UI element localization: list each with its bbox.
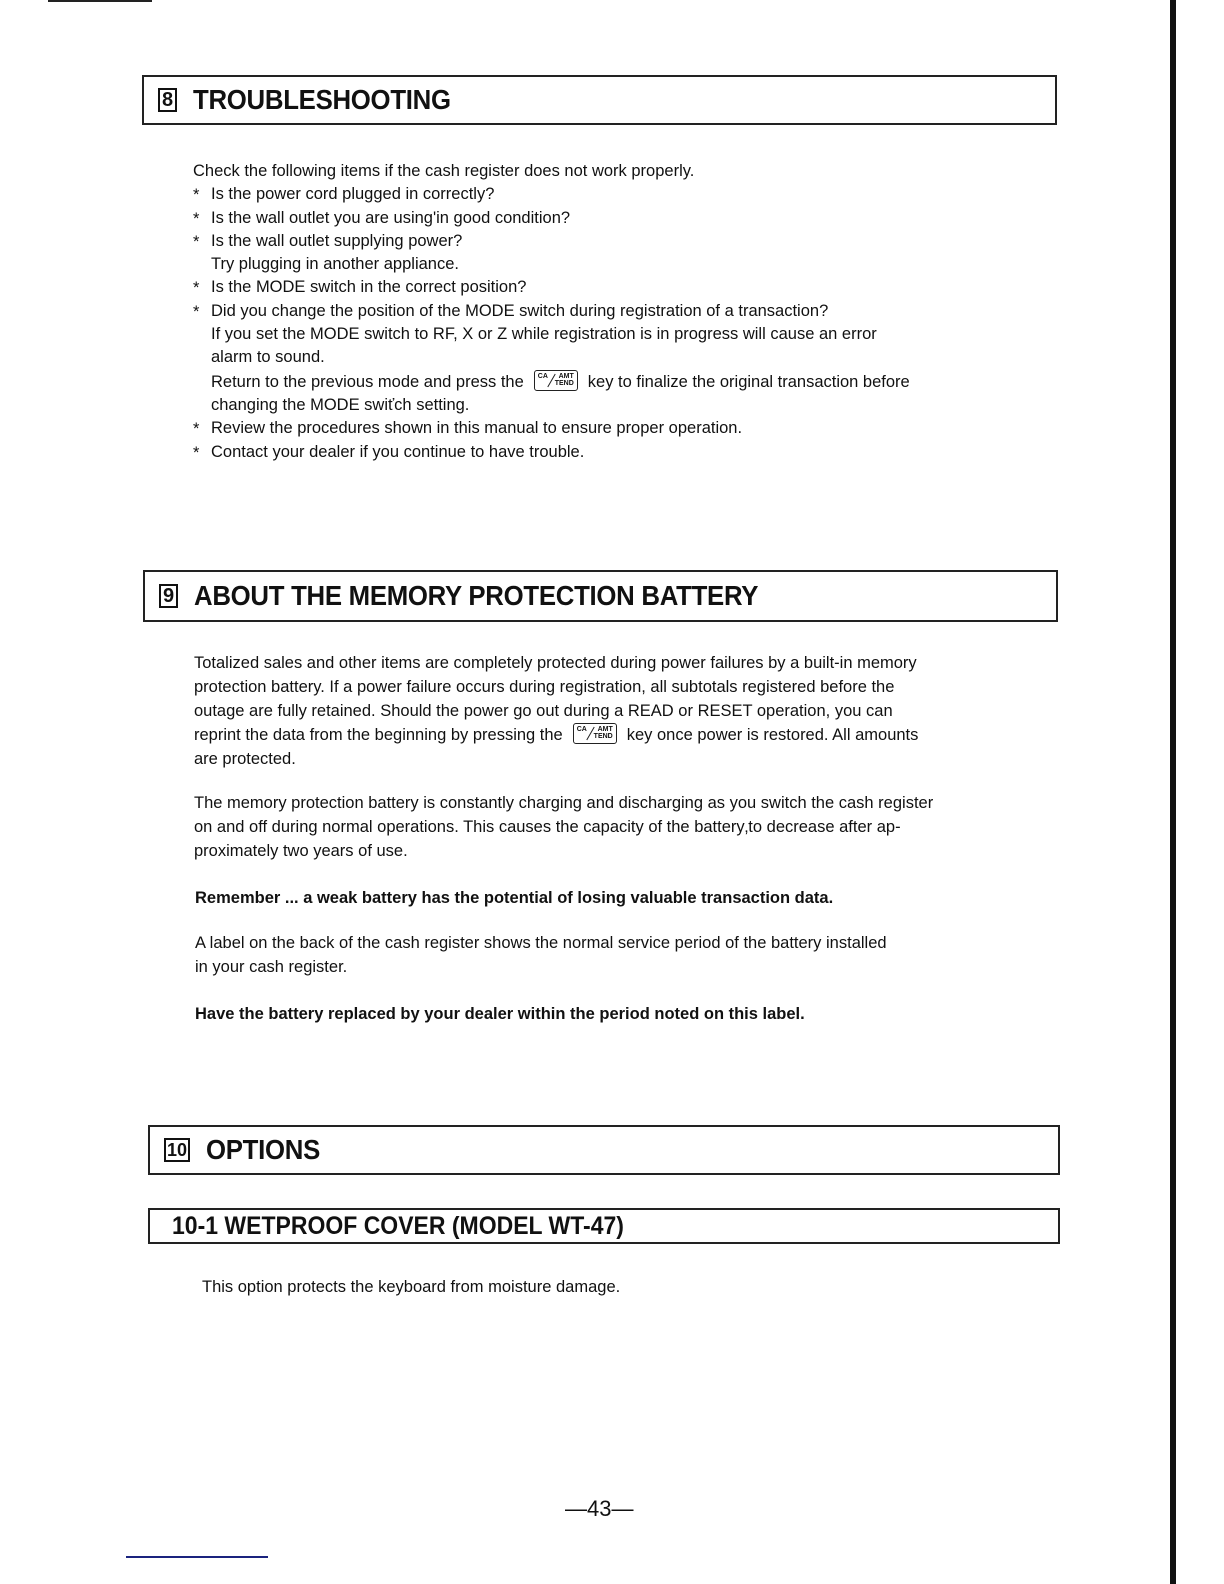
text-line: on and off during normal operations. This causes the capacity of the battery‚to decrease after ap- bbox=[194, 818, 901, 836]
ca-amt-tend-key-icon bbox=[573, 723, 617, 744]
list-item: * Is the wall outlet supplying power? bbox=[193, 230, 910, 253]
text-line bbox=[194, 723, 918, 747]
list-item-detail: alarm to sound. bbox=[211, 348, 325, 367]
list-item: * Contact your dealer if you continue to have trouble. bbox=[193, 441, 910, 464]
text-fragment: Return to the previous mode and press the bbox=[211, 372, 524, 391]
top-rule bbox=[48, 0, 152, 2]
text-line: are protected. bbox=[194, 750, 296, 768]
page-number: —43— bbox=[565, 1496, 634, 1521]
key-label: CA bbox=[537, 372, 548, 380]
text-line: The memory protection battery is constantly charging and discharging as you switch the cash register bbox=[194, 794, 934, 812]
ca-amt-tend-key-icon bbox=[534, 370, 578, 391]
list-item: * Review the procedures shown in this manual to ensure proper operation. bbox=[193, 417, 910, 440]
section-number: 9 bbox=[159, 584, 178, 608]
subsection-header-wetproof-cover bbox=[148, 1208, 1060, 1244]
section-header-memory-battery bbox=[143, 570, 1058, 622]
text-line: proximately two years of use. bbox=[194, 842, 408, 860]
list-item-detail: Try plugging in another appliance. bbox=[211, 255, 459, 274]
text-line: in your cash register. bbox=[195, 958, 348, 976]
text-line: Remember ... a weak battery has the potential of losing valuable transaction data. bbox=[195, 889, 834, 907]
section-title: ABOUT THE MEMORY PROTECTION BATTERY bbox=[194, 580, 759, 611]
list-item-detail bbox=[193, 370, 910, 394]
section-number: 10 bbox=[164, 1138, 190, 1162]
text-line: protection battery. If a power failure occurs during registration, all subtotals registered before the bbox=[194, 678, 895, 696]
battery-warning bbox=[195, 886, 833, 910]
intro-text: Check the following items if the cash register does not work properly. bbox=[193, 162, 695, 180]
section-header-options bbox=[148, 1125, 1060, 1175]
binding-edge bbox=[1170, 0, 1176, 1584]
text-line: This option protects the keyboard from moisture damage. bbox=[202, 1278, 621, 1296]
section-number: 8 bbox=[158, 88, 177, 112]
section-header-troubleshooting bbox=[142, 75, 1057, 125]
key-label: CA bbox=[576, 726, 587, 733]
footer-rule bbox=[126, 1556, 268, 1558]
key-label: AMT bbox=[558, 372, 574, 380]
section-title: TROUBLESHOOTING bbox=[193, 84, 451, 115]
key-label: AMT bbox=[597, 726, 613, 733]
text-line: Have the battery replaced by your dealer within the period noted on this label. bbox=[195, 1005, 805, 1023]
text-line: A label on the back of the cash register shows the normal service period of the battery installed bbox=[195, 934, 887, 952]
troubleshooting-list bbox=[193, 160, 910, 464]
key-label: TEND bbox=[593, 733, 613, 740]
battery-paragraph-2 bbox=[194, 791, 933, 863]
list-item-detail: changing the MODE swiťch setting. bbox=[211, 395, 470, 414]
battery-paragraph-3 bbox=[195, 931, 887, 979]
wetproof-description bbox=[202, 1275, 620, 1299]
battery-replace-note bbox=[195, 1002, 805, 1026]
section-title: OPTIONS bbox=[206, 1134, 321, 1165]
text-fragment: reprint the data from the beginning by pressing the bbox=[194, 726, 563, 744]
text-line: outage are fully retained. Should the power go out during a READ or RESET operation, you can bbox=[194, 702, 893, 720]
text-fragment: key once power is restored. All amounts bbox=[626, 726, 919, 744]
text-line: Totalized sales and other items are completely protected during power failures by a built-in memory bbox=[194, 654, 917, 672]
battery-paragraph-1 bbox=[194, 651, 918, 771]
text-fragment: key to finalize the original transaction before bbox=[587, 372, 910, 391]
list-item: * Is the power cord plugged in correctly? bbox=[193, 183, 910, 206]
list-item: * Did you change the position of the MODE switch during registration of a transaction? bbox=[193, 300, 910, 323]
subsection-title: 10-1 WETPROOF COVER (MODEL WT-47) bbox=[172, 1211, 624, 1240]
key-label: TEND bbox=[554, 379, 574, 387]
list-item: * Is the MODE switch in the correct position? bbox=[193, 276, 910, 299]
list-item-detail: If you set the MODE switch to RF, X or Z while registration is in progress will cause an error bbox=[211, 325, 877, 344]
list-item: * Is the wall outlet you are using'in good condition? bbox=[193, 207, 910, 230]
